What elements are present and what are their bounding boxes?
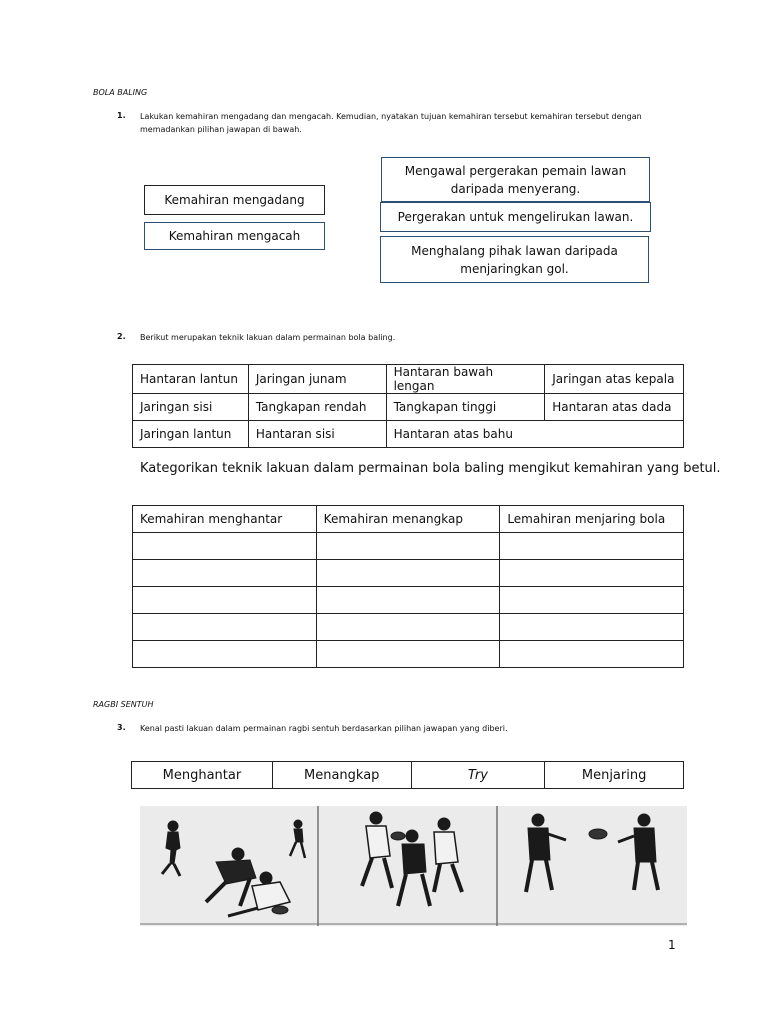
illustrations-svg	[140, 806, 687, 926]
answer-cell[interactable]	[133, 560, 317, 587]
purpose-box-mengawal[interactable]: Mengawal pergerakan pemain lawan daripada menyerang.	[381, 157, 650, 202]
answer-cell[interactable]	[316, 587, 500, 614]
answer-cell[interactable]	[316, 560, 500, 587]
technique-cell: Hantaran lantun	[133, 365, 249, 394]
answer-row	[133, 587, 684, 614]
categorize-instruction: Kategorikan teknik lakuan dalam permainan bola baling mengikut kemahiran yang betul.	[140, 461, 721, 476]
answer-row	[133, 560, 684, 587]
answer-cell[interactable]	[500, 560, 684, 587]
category-header-row	[133, 506, 684, 533]
question-2-number: 2.	[117, 332, 126, 341]
techniques-row	[133, 365, 684, 394]
question-3-text: Kenal pasti lakuan dalam permainan ragbi sentuh berdasarkan pilihan jawapan yang diberi.	[140, 724, 508, 733]
category-header-menjaring: Lemahiran menjaring bola	[500, 506, 684, 533]
techniques-table	[132, 364, 684, 448]
question-1-number: 1.	[117, 111, 126, 120]
question-1-line-2: memadankan pilihan jawapan di bawah.	[140, 125, 302, 134]
illustration-panel-try	[162, 820, 305, 916]
answer-row	[133, 533, 684, 560]
answer-row	[133, 614, 684, 641]
technique-cell: Jaringan atas kepala	[545, 365, 684, 394]
answer-cell[interactable]	[133, 641, 317, 668]
illustration-panel-pass	[526, 814, 658, 892]
technique-cell: Jaringan lantun	[133, 421, 249, 448]
answer-cell[interactable]	[500, 614, 684, 641]
technique-cell: Hantaran atas dada	[545, 394, 684, 421]
ragbi-illustrations-photo	[140, 806, 687, 926]
purpose-box-menghalang[interactable]: Menghalang pihak lawan daripada menjaringkan gol.	[380, 236, 649, 283]
skill-box-mengadang[interactable]: Kemahiran mengadang	[144, 185, 325, 215]
technique-cell: Tangkapan rendah	[248, 394, 386, 421]
question-3-number: 3.	[117, 723, 126, 732]
option-menjaring: Menjaring	[545, 762, 684, 789]
techniques-row	[133, 394, 684, 421]
answer-cell[interactable]	[500, 587, 684, 614]
techniques-row	[133, 421, 684, 448]
option-try: Try	[411, 762, 545, 789]
answer-cell[interactable]	[500, 641, 684, 668]
answer-cell[interactable]	[316, 641, 500, 668]
category-header-menangkap: Kemahiran menangkap	[316, 506, 500, 533]
section-heading-ragbi-sentuh: RAGBI SENTUH	[93, 700, 154, 709]
skill-box-mengacah[interactable]: Kemahiran mengacah	[144, 222, 325, 250]
section-heading-bola-baling: BOLA BALING	[93, 88, 148, 97]
answer-row	[133, 641, 684, 668]
technique-cell: Hantaran bawah lengan	[386, 365, 545, 394]
question-1-line-1: Lakukan kemahiran mengadang dan mengacah. Kemudian, nyatakan tujuan kemahiran tersebut kemahiran tersebut dengan	[140, 112, 642, 121]
answer-cell[interactable]	[133, 533, 317, 560]
answer-cell[interactable]	[133, 587, 317, 614]
technique-cell: Hantaran sisi	[248, 421, 386, 448]
answer-cell[interactable]	[316, 614, 500, 641]
illustration-panel-catch	[362, 812, 462, 906]
question-2-text: Berikut merupakan teknik lakuan dalam permainan bola baling.	[140, 333, 396, 342]
technique-cell: Tangkapan tinggi	[386, 394, 545, 421]
answer-cell[interactable]	[133, 614, 317, 641]
technique-cell: Jaringan sisi	[133, 394, 249, 421]
technique-cell: Jaringan junam	[248, 365, 386, 394]
question-1-text	[140, 110, 700, 136]
technique-cell: Hantaran atas bahu	[386, 421, 683, 448]
category-table	[132, 505, 684, 668]
options-table	[131, 761, 684, 789]
answer-cell[interactable]	[500, 533, 684, 560]
page-number: 1	[668, 938, 676, 952]
purpose-box-mengelirukan[interactable]: Pergerakan untuk mengelirukan lawan.	[380, 202, 651, 232]
answer-cell[interactable]	[316, 533, 500, 560]
category-header-menghantar: Kemahiran menghantar	[133, 506, 317, 533]
option-menangkap: Menangkap	[272, 762, 411, 789]
options-row	[132, 762, 684, 789]
option-menghantar: Menghantar	[132, 762, 273, 789]
